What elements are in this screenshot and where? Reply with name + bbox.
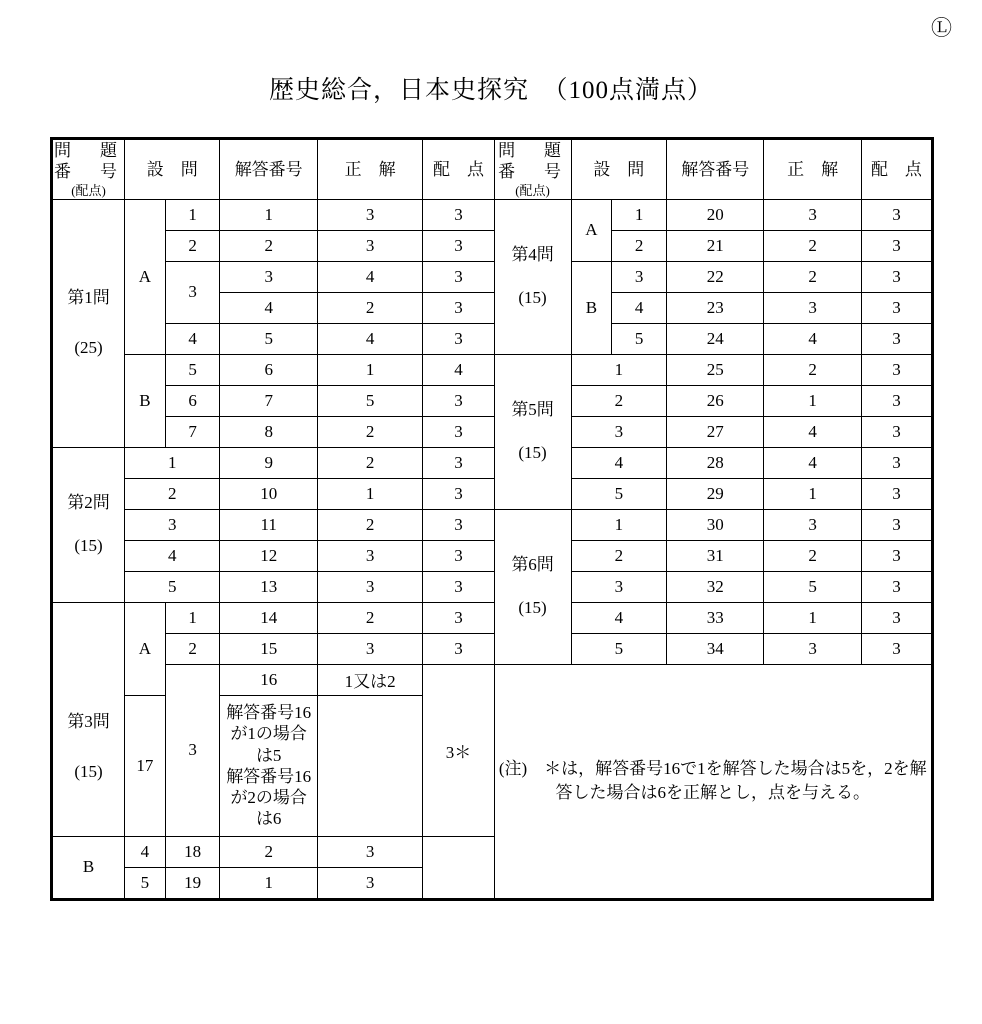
group-label-q1-b: B xyxy=(125,354,166,447)
q-no: 4 xyxy=(612,292,667,323)
correct-answer: 4 xyxy=(764,447,861,478)
group-label-q3-a: A xyxy=(125,602,166,695)
header-correct-right: 正 解 xyxy=(764,139,861,200)
points: 3 xyxy=(423,540,494,571)
points: 3 xyxy=(861,230,932,261)
correct-answer: 1 xyxy=(764,478,861,509)
points: 3 xyxy=(861,385,932,416)
table-row xyxy=(52,540,933,571)
table-row xyxy=(52,323,933,354)
points: 3 xyxy=(861,571,932,602)
points: 3 xyxy=(423,447,494,478)
answer-no: 22 xyxy=(667,261,764,292)
answer-no: 2 xyxy=(220,230,317,261)
header-points-left: 配 点 xyxy=(423,139,494,200)
q-no: 2 xyxy=(125,478,220,509)
correct-answer: 3 xyxy=(317,199,423,230)
answer-no: 6 xyxy=(220,354,317,385)
q-no: 3 xyxy=(571,416,666,447)
points: 3 xyxy=(423,478,494,509)
q-no: 1 xyxy=(571,354,666,385)
points: 3 xyxy=(423,633,494,664)
q-no: 1 xyxy=(165,199,220,230)
group-label-q4-b: B xyxy=(571,261,612,354)
correct-answer: 1 xyxy=(764,602,861,633)
answer-no: 15 xyxy=(220,633,317,664)
q-no: 5 xyxy=(125,867,166,899)
correct-answer: 2 xyxy=(317,416,423,447)
correct-answer: 3 xyxy=(317,230,423,261)
points: 4 xyxy=(423,354,494,385)
table-row xyxy=(52,354,933,385)
header-points-right: 配 点 xyxy=(861,139,932,200)
correct-answer: 3 xyxy=(317,540,423,571)
footnote: (注) ＊は，解答番号16で1を解答した場合は5を，2を解答した場合は6を正解とし，点を与える。 xyxy=(494,664,933,899)
block-label-q1: 第1問 (25) xyxy=(52,199,125,447)
q-no: 2 xyxy=(165,633,220,664)
q-no: 1 xyxy=(612,199,667,230)
correct-answer: 2 xyxy=(317,509,423,540)
header-question-no-right: 問 題 番 号 (配点) xyxy=(494,139,571,200)
answer-no: 5 xyxy=(220,323,317,354)
answer-no: 19 xyxy=(165,867,220,899)
q-no: 3 xyxy=(165,261,220,323)
points: 3 xyxy=(861,509,932,540)
block-label-q6: 第6問 (15) xyxy=(494,509,571,664)
answer-key-table-wrap xyxy=(50,137,934,901)
correct-answer: 2 xyxy=(317,292,423,323)
correct-answer-detail: 解答番号16 が1の場合 は5 解答番号16 が2の場合 は6 xyxy=(220,695,317,836)
correct-answer: 2 xyxy=(764,230,861,261)
points: 3 xyxy=(861,447,932,478)
points: 3 xyxy=(423,323,494,354)
points: 3 xyxy=(423,292,494,323)
points: 3 xyxy=(861,323,932,354)
correct-answer: 4 xyxy=(764,323,861,354)
table-row xyxy=(52,230,933,261)
points: 3 xyxy=(423,199,494,230)
header-correct-left: 正 解 xyxy=(317,139,423,200)
correct-answer: 4 xyxy=(764,416,861,447)
answer-no: 31 xyxy=(667,540,764,571)
answer-key-table xyxy=(50,137,934,901)
table-header-row xyxy=(52,139,933,200)
correct-answer: 3 xyxy=(764,199,861,230)
correct-answer: 1又は2 xyxy=(317,664,423,695)
points: 3 xyxy=(861,633,932,664)
answer-no: 27 xyxy=(667,416,764,447)
points: 3 xyxy=(423,416,494,447)
points: 3 xyxy=(423,385,494,416)
q-no: 4 xyxy=(125,836,166,867)
q-no: 6 xyxy=(165,385,220,416)
block-label-q5: 第5問 (15) xyxy=(494,354,571,509)
answer-no: 13 xyxy=(220,571,317,602)
points: 3 xyxy=(861,199,932,230)
table-row xyxy=(52,602,933,633)
q-no: 3 xyxy=(165,664,220,836)
answer-no: 8 xyxy=(220,416,317,447)
points: 3 xyxy=(423,602,494,633)
points: 3 xyxy=(861,478,932,509)
answer-no: 29 xyxy=(667,478,764,509)
q-no: 3 xyxy=(125,509,220,540)
answer-no: 34 xyxy=(667,633,764,664)
answer-no: 23 xyxy=(667,292,764,323)
answer-no: 21 xyxy=(667,230,764,261)
points: 3 xyxy=(861,354,932,385)
q-no: 3 xyxy=(571,571,666,602)
q-no: 5 xyxy=(571,478,666,509)
q-no: 5 xyxy=(125,571,220,602)
group-label-q3-b: B xyxy=(52,836,125,899)
q-no: 5 xyxy=(165,354,220,385)
answer-no: 24 xyxy=(667,323,764,354)
answer-no: 26 xyxy=(667,385,764,416)
q-no: 2 xyxy=(165,230,220,261)
answer-no: 3 xyxy=(220,261,317,292)
answer-no: 30 xyxy=(667,509,764,540)
header-answer-no-right: 解答番号 xyxy=(667,139,764,200)
points: 3 xyxy=(423,571,494,602)
answer-no: 25 xyxy=(667,354,764,385)
points: 3 xyxy=(317,867,423,899)
answer-no: 4 xyxy=(220,292,317,323)
points: 3 xyxy=(423,509,494,540)
header-question-no-left: 問 題 番 号 (配点) xyxy=(52,139,125,200)
answer-no: 16 xyxy=(220,664,317,695)
answer-no: 33 xyxy=(667,602,764,633)
correct-answer: 1 xyxy=(317,478,423,509)
header-setsumon-right: 設 問 xyxy=(571,139,666,200)
header-answer-no-left: 解答番号 xyxy=(220,139,317,200)
table-row xyxy=(52,633,933,664)
answer-no: 20 xyxy=(667,199,764,230)
q-no: 2 xyxy=(571,540,666,571)
correct-answer: 2 xyxy=(220,836,317,867)
answer-no: 12 xyxy=(220,540,317,571)
table-row xyxy=(52,571,933,602)
correct-answer: 3 xyxy=(317,633,423,664)
points: 3 xyxy=(423,230,494,261)
answer-no: 9 xyxy=(220,447,317,478)
answer-no: 14 xyxy=(220,602,317,633)
points: 3 xyxy=(317,836,423,867)
correct-answer: 4 xyxy=(317,261,423,292)
group-label-q1-a: A xyxy=(125,199,166,354)
points: 3 xyxy=(861,261,932,292)
q-no: 2 xyxy=(612,230,667,261)
points: 3 xyxy=(861,602,932,633)
table-row xyxy=(52,199,933,230)
q-no: 5 xyxy=(571,633,666,664)
table-row xyxy=(52,509,933,540)
correct-answer: 3 xyxy=(764,509,861,540)
block-label-q4: 第4問 (15) xyxy=(494,199,571,354)
correct-answer: 5 xyxy=(764,571,861,602)
correct-answer: 1 xyxy=(317,354,423,385)
correct-answer: 2 xyxy=(764,261,861,292)
points: 3 xyxy=(861,540,932,571)
q-no: 4 xyxy=(571,447,666,478)
corner-mark: Ⓛ xyxy=(931,16,952,40)
answer-no: 17 xyxy=(125,695,166,836)
answer-no: 11 xyxy=(220,509,317,540)
table-row xyxy=(52,478,933,509)
q-no: 5 xyxy=(612,323,667,354)
correct-answer: 5 xyxy=(317,385,423,416)
correct-answer: 3 xyxy=(764,292,861,323)
table-row xyxy=(52,385,933,416)
table-row xyxy=(52,261,933,292)
correct-answer: 2 xyxy=(764,540,861,571)
q-no: 7 xyxy=(165,416,220,447)
table-row xyxy=(52,447,933,478)
points: 3 xyxy=(423,261,494,292)
q-no: 4 xyxy=(125,540,220,571)
q-no: 2 xyxy=(571,385,666,416)
points: 3 xyxy=(861,416,932,447)
correct-answer: 1 xyxy=(220,867,317,899)
correct-answer: 2 xyxy=(317,447,423,478)
q-no: 1 xyxy=(165,602,220,633)
block-label-q2: 第2問 (15) xyxy=(52,447,125,602)
correct-answer: 4 xyxy=(317,323,423,354)
correct-answer: 3 xyxy=(317,571,423,602)
correct-answer: 2 xyxy=(317,602,423,633)
correct-answer: 3 xyxy=(764,633,861,664)
q-no: 4 xyxy=(165,323,220,354)
table-row xyxy=(52,416,933,447)
answer-no: 1 xyxy=(220,199,317,230)
answer-no: 7 xyxy=(220,385,317,416)
page-title: 歴史総合，日本史探究 （100点満点） xyxy=(268,77,713,104)
table-row xyxy=(52,664,933,695)
points: 3 xyxy=(861,292,932,323)
q-no: 1 xyxy=(125,447,220,478)
q-no: 1 xyxy=(571,509,666,540)
q-no: 4 xyxy=(571,602,666,633)
correct-answer: 2 xyxy=(764,354,861,385)
group-label-q4-a: A xyxy=(571,199,612,261)
answer-no: 32 xyxy=(667,571,764,602)
header-setsumon-left: 設 問 xyxy=(125,139,220,200)
correct-answer: 1 xyxy=(764,385,861,416)
answer-no: 18 xyxy=(165,836,220,867)
block-label-q3: 第3問 (15) xyxy=(52,602,125,836)
points: 3＊ xyxy=(423,664,494,836)
q-no: 3 xyxy=(612,261,667,292)
answer-no: 10 xyxy=(220,478,317,509)
answer-no: 28 xyxy=(667,447,764,478)
